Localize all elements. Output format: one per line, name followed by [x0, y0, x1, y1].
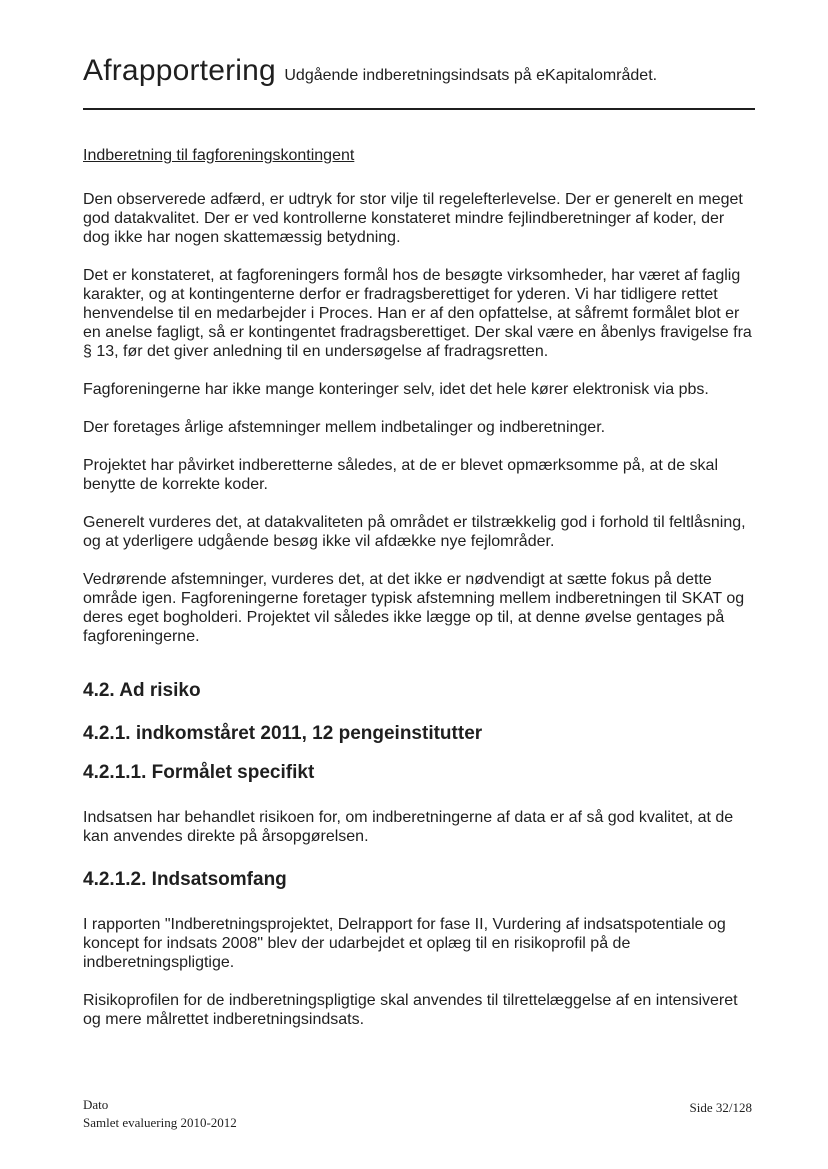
- footer-page-number: Side 32/128: [689, 1100, 752, 1115]
- paragraph: Fagforeningerne har ikke mange konteringer selv, idet det hele kører elektronisk via pbs.: [83, 381, 709, 398]
- heading-purpose: 4.2.1.1. Formålet specifikt: [83, 762, 315, 783]
- header-subtitle: Udgående indberetningsindsats på eKapitalområdet.: [284, 67, 658, 84]
- section-subheading: Indberetning til fagforeningskontingent: [83, 147, 355, 164]
- paragraph: Risikoprofilen for de indberetningspligtige skal anvendes til tilrettelæggelse af en intensiveret og mere målrettet indberetningsindsats.: [83, 992, 738, 1028]
- paragraph: Indsatsen har behandlet risikoen for, om indberetningerne af data er af så god kvalitet, at de kan anvendes direkte på årsopgørelsen.: [83, 809, 734, 845]
- heading-risk: 4.2. Ad risiko: [83, 680, 201, 701]
- heading-income-year: 4.2.1. indkomståret 2011, 12 pengeinstitutter: [83, 723, 483, 744]
- header-title: Afrapportering: [83, 54, 276, 87]
- paragraph: Projektet har påvirket indberetterne således, at de er blevet opmærksomme på, at de skal benytte de korrekte koder.: [83, 457, 718, 493]
- paragraph: Vedrørende afstemninger, vurderes det, at det ikke er nødvendigt at sætte fokus på dette område igen. Fagforeningerne foretager typisk afstemning mellem indberetningen til SKAT og deres eget bogholderi. Projektet vil således ikke lægge op til, at denne øvelse gentages på fagforeningerne.: [83, 571, 745, 645]
- main-content: [83, 146, 755, 1048]
- paragraph: Den observerede adfærd, er udtryk for stor vilje til regelefterlevelse. Der er generelt en meget god datakvalitet. Der er ved kontrollerne konstateret mindre fejlindberetninger af koder, der dog ikke har nogen skattemæssig betydning.: [83, 191, 743, 246]
- header-divider: [83, 108, 755, 110]
- footer-date-label: Dato: [83, 1097, 109, 1112]
- paragraph: Det er konstateret, at fagforeningers formål hos de besøgte virksomheder, har været af faglig karakter, og at kontingenterne derfor er fradragsberettiget for yderen. Vi har tidligere rettet henvendelse til en medarbejder i Proces. Han er af den opfattelse, at såfremt formålet blot er en anelse fagligt, så er kontingentet fradragsberettiget. Der skal være en åbenlys fravigelse fra § 13, før det giver anledning til en undersøgelse af fradragsretten.: [83, 267, 752, 360]
- heading-scope: 4.2.1.2. Indsatsomfang: [83, 869, 287, 890]
- paragraph: Der foretages årlige afstemninger mellem indbetalinger og indberetninger.: [83, 419, 606, 436]
- footer-document-name: Samlet evaluering 2010-2012: [83, 1115, 237, 1130]
- footer-left: [83, 1096, 237, 1132]
- paragraph: Generelt vurderes det, at datakvaliteten på området er tilstrækkelig god i forhold til feltlåsning, og at yderligere udgående besøg ikke vil afdække nye fejlområder.: [83, 514, 746, 550]
- page-header: [83, 54, 763, 88]
- paragraph: I rapporten "Indberetningsprojektet, Delrapport for fase II, Vurdering af indsatspotentiale og koncept for indsats 2008" blev der udarbejdet et oplæg til en risikoprofil på de indberetningspligtige.: [83, 916, 726, 971]
